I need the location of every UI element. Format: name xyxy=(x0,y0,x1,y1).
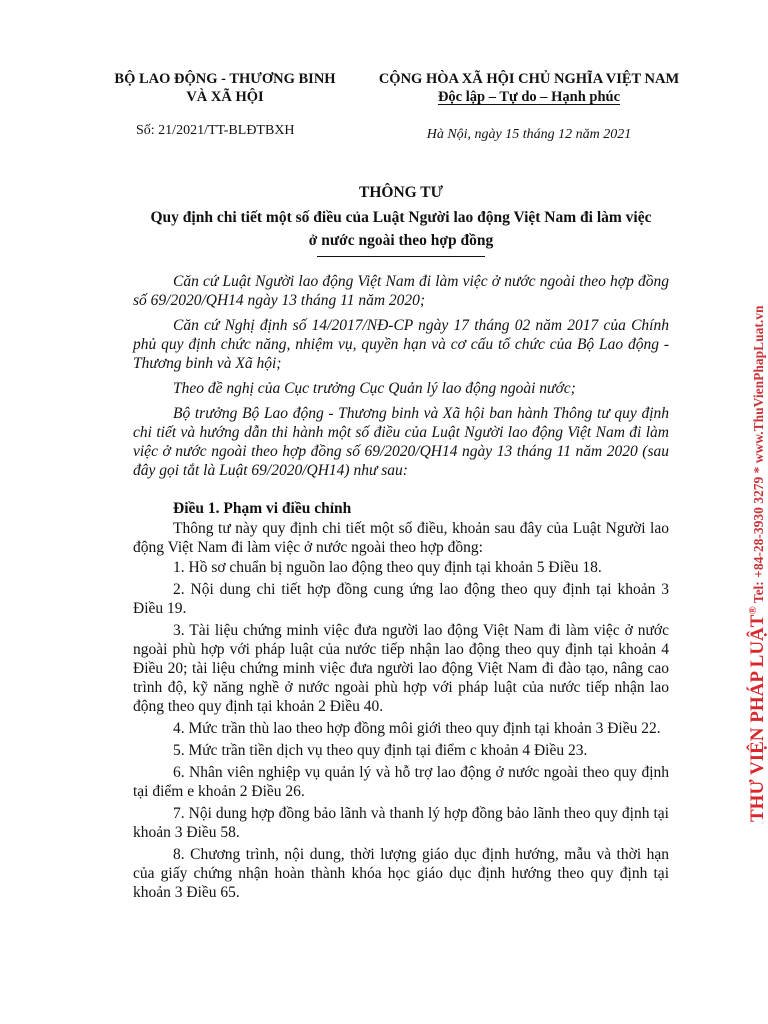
preamble-paragraph: Theo đề nghị của Cục trưởng Cục Quản lý lao động ngoài nước; xyxy=(173,380,576,397)
ministry-line-2: VÀ XÃ HỘI xyxy=(186,89,264,105)
watermark-brand: THƯ VIỆN PHÁP LUẬT xyxy=(747,614,768,822)
side-watermark xyxy=(739,158,768,828)
article-item: 6. Nhân viên nghiệp vụ quản lý và hỗ trợ lao động ở nước ngoài theo quy định tại điểm e khoản 2 Điều 26. xyxy=(133,764,669,800)
article-title: Điều 1. Phạm vi điều chỉnh xyxy=(173,500,352,517)
preamble xyxy=(133,272,669,480)
document-title xyxy=(126,206,676,252)
watermark-registered-mark: ® xyxy=(747,606,759,615)
place-date: Hà Nội, ngày 15 tháng 12 năm 2021 xyxy=(426,127,632,142)
issuing-agency xyxy=(96,70,354,106)
title-line-1: Quy định chi tiết một số điều của Luật Người lao động Việt Nam đi làm việc xyxy=(150,209,652,226)
preamble-paragraph: Căn cứ Luật Người lao động Việt Nam đi làm việc ở nước ngoài theo hợp đồng số 69/2020/QH14 ngày 13 tháng 11 năm 2020; xyxy=(133,273,669,309)
watermark-contact: Tel: +84-28-3930 3279 * www.ThuVienPhapLuat.vn xyxy=(751,305,766,607)
national-header xyxy=(356,70,702,106)
watermark-text xyxy=(746,305,768,822)
article-item: 8. Chương trình, nội dung, thời lượng giáo dục định hướng, mẫu và thời hạn của giấy chứng nhận hoàn thành khóa học giáo dục định hướng theo quy định tại khoản 3 Điều 65. xyxy=(133,846,669,901)
document-number: Số: 21/2021/TT-BLĐTBXH xyxy=(136,123,295,138)
article-intro: Thông tư này quy định chi tiết một số điều, khoản sau đây của Luật Người lao động Việt Nam đi làm việc ở nước ngoài theo hợp đồng: xyxy=(133,520,669,556)
preamble-paragraph: Căn cứ Nghị định số 14/2017/NĐ-CP ngày 17 tháng 02 năm 2017 của Chính phủ quy định chức năng, nhiệm vụ, quyền hạn và cơ cấu tổ chức của Bộ Lao động - Thương binh và Xã hội; xyxy=(133,317,669,372)
title-divider xyxy=(317,256,485,257)
article-item: 5. Mức trần tiền dịch vụ theo quy định tại điểm c khoản 4 Điều 23. xyxy=(173,742,588,759)
article-1 xyxy=(133,499,669,902)
document-type: THÔNG TƯ xyxy=(359,184,443,201)
ministry-line-1: BỘ LAO ĐỘNG - THƯƠNG BINH xyxy=(114,71,336,87)
article-item: 7. Nội dung hợp đồng bảo lãnh và thanh lý hợp đồng bảo lãnh theo quy định tại khoản 3 Điều 58. xyxy=(133,805,669,841)
article-item: 1. Hồ sơ chuẩn bị nguồn lao động theo quy định tại khoản 5 Điều 18. xyxy=(173,559,602,576)
preamble-paragraph: Bộ trưởng Bộ Lao động - Thương binh và Xã hội ban hành Thông tư quy định chi tiết và hướng dẫn thi hành một số điều của Luật Người lao động Việt Nam đi làm việc ở nước ngoài theo hợp đồng số 69/2020/QH14 ngày 13 tháng 11 năm 2020 (sau đây gọi tắt là Luật 69/2020/QH14) như sau: xyxy=(133,405,669,479)
republic-name: CỘNG HÒA XÃ HỘI CHỦ NGHĨA VIỆT NAM xyxy=(378,71,680,87)
title-line-2: ở nước ngoài theo hợp đồng xyxy=(308,232,494,249)
article-item: 3. Tài liệu chứng minh việc đưa người lao động Việt Nam đi làm việc ở nước ngoài phù hợp với pháp luật của nước tiếp nhận lao động theo quy định tại khoản 4 Điều 20; tài liệu chứng minh việc đưa người lao động Việt Nam đi đào tạo, nâng cao trình độ, kỹ năng nghề ở nước ngoài phù hợp với pháp luật của nước tiếp nhận lao động theo quy định tại khoản 2 Điều 40. xyxy=(133,622,669,715)
article-item: 2. Nội dung chi tiết hợp đồng cung ứng lao động theo quy định tại khoản 3 Điều 19. xyxy=(133,581,669,617)
article-item: 4. Mức trần thù lao theo hợp đồng môi giới theo quy định tại khoản 3 Điều 22. xyxy=(173,720,661,737)
watermark-svg xyxy=(739,158,768,828)
national-motto: Độc lập – Tự do – Hạnh phúc xyxy=(437,89,621,105)
document-body xyxy=(133,272,669,905)
